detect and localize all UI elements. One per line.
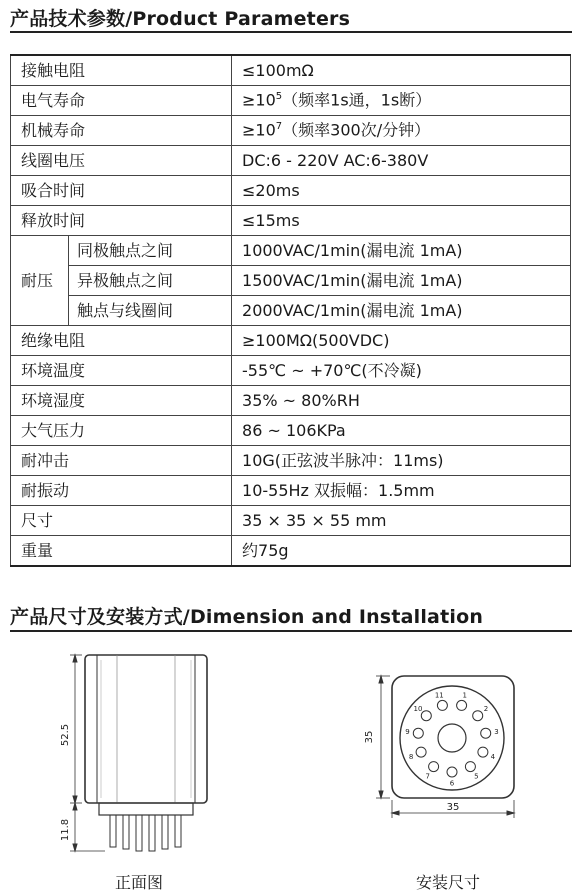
value-exponent: 5 [275, 91, 283, 103]
param-label: 尺寸 [11, 506, 232, 536]
pin-number: 7 [425, 772, 430, 781]
param-value: 1000VAC/1min(漏电流 1mA) [232, 236, 571, 266]
pin-number: 10 [413, 705, 423, 713]
param-label: 释放时间 [11, 206, 232, 236]
param-value: ≤20ms [232, 176, 571, 206]
param-value: 86 ~ 106KPa [232, 416, 571, 446]
param-label: 环境湿度 [11, 386, 232, 416]
param-label: 接触电阻 [11, 55, 232, 86]
value-exponent: 7 [275, 121, 283, 133]
param-value: 35 × 35 × 55 mm [232, 506, 571, 536]
pin-number: 3 [494, 728, 499, 737]
param-label: 耐冲击 [11, 446, 232, 476]
param-value: ≥100MΩ(500VDC) [232, 326, 571, 356]
param-value: 1500VAC/1min(漏电流 1mA) [232, 266, 571, 296]
param-value: 2000VAC/1min(漏电流 1mA) [232, 296, 571, 326]
param-value: 约75g [232, 536, 571, 567]
pin-hole [429, 762, 439, 772]
pin-hole [457, 700, 467, 710]
value-base: ≥10 [242, 90, 276, 110]
param-label: 机械寿命 [11, 116, 232, 146]
dim-mount-width: 35 [446, 802, 460, 813]
dim-mount-height: 35 [364, 730, 375, 744]
pin-hole [481, 728, 491, 738]
pin-number: 8 [408, 753, 414, 762]
mount-view-caption: 安装尺寸 [416, 873, 481, 892]
pin-number: 1 [462, 691, 467, 700]
value-base: ≥10 [242, 120, 276, 140]
pin-number: 6 [449, 779, 455, 788]
param-label: 耐振动 [11, 476, 232, 506]
pin-number: 9 [405, 728, 410, 737]
param-value: 10G(正弦波半脉冲：11ms) [232, 446, 571, 476]
pin-hole [478, 747, 488, 757]
value-note: （频率300次/分钟） [282, 120, 431, 140]
param-sublabel: 触点与线圈间 [69, 296, 232, 326]
front-view-drawing [70, 655, 207, 851]
pin-hole [416, 747, 426, 757]
pin-hole [421, 711, 431, 721]
param-value: -55℃ ~ +70℃(不冷凝) [232, 356, 571, 386]
pin-number: 5 [474, 772, 479, 781]
param-value: ≤15ms [232, 206, 571, 236]
param-label: 大气压力 [11, 416, 232, 446]
pin-hole [447, 767, 457, 777]
pin-number: 11 [434, 691, 444, 700]
section-title-dimensions: 产品尺寸及安装方式/Dimension and Installation [10, 606, 484, 628]
section-title-parameters: 产品技术参数/Product Parameters [10, 8, 351, 30]
param-value: 10-55Hz 双振幅：1.5mm [232, 476, 571, 506]
pin-hole [413, 728, 423, 738]
dim-pin-length: 11.8 [60, 818, 71, 842]
pin-hole [465, 762, 475, 772]
param-label: 环境温度 [11, 356, 232, 386]
param-group-label: 耐压 [11, 236, 69, 326]
mount-view-drawing [376, 676, 514, 818]
pin-number: 2 [483, 705, 489, 713]
param-label: 线圈电压 [11, 146, 232, 176]
param-label: 重量 [11, 536, 232, 567]
socket-pins [405, 691, 498, 787]
param-label: 绝缘电阻 [11, 326, 232, 356]
dim-body-height: 52.5 [60, 723, 71, 747]
pin-hole [437, 700, 447, 710]
pin-number: 4 [490, 753, 496, 762]
param-value: ≤100mΩ [232, 55, 571, 86]
param-value: 35% ~ 80%RH [232, 386, 571, 416]
param-label: 吸合时间 [11, 176, 232, 206]
value-note: （频率1s通，1s断） [282, 90, 432, 110]
param-sublabel: 异极触点之间 [69, 266, 232, 296]
param-value: DC:6 - 220V AC:6-380V [232, 146, 571, 176]
front-view-caption: 正面图 [115, 873, 164, 892]
param-label: 电气寿命 [11, 86, 232, 116]
pin-hole [473, 711, 483, 721]
param-sublabel: 同极触点之间 [69, 236, 232, 266]
